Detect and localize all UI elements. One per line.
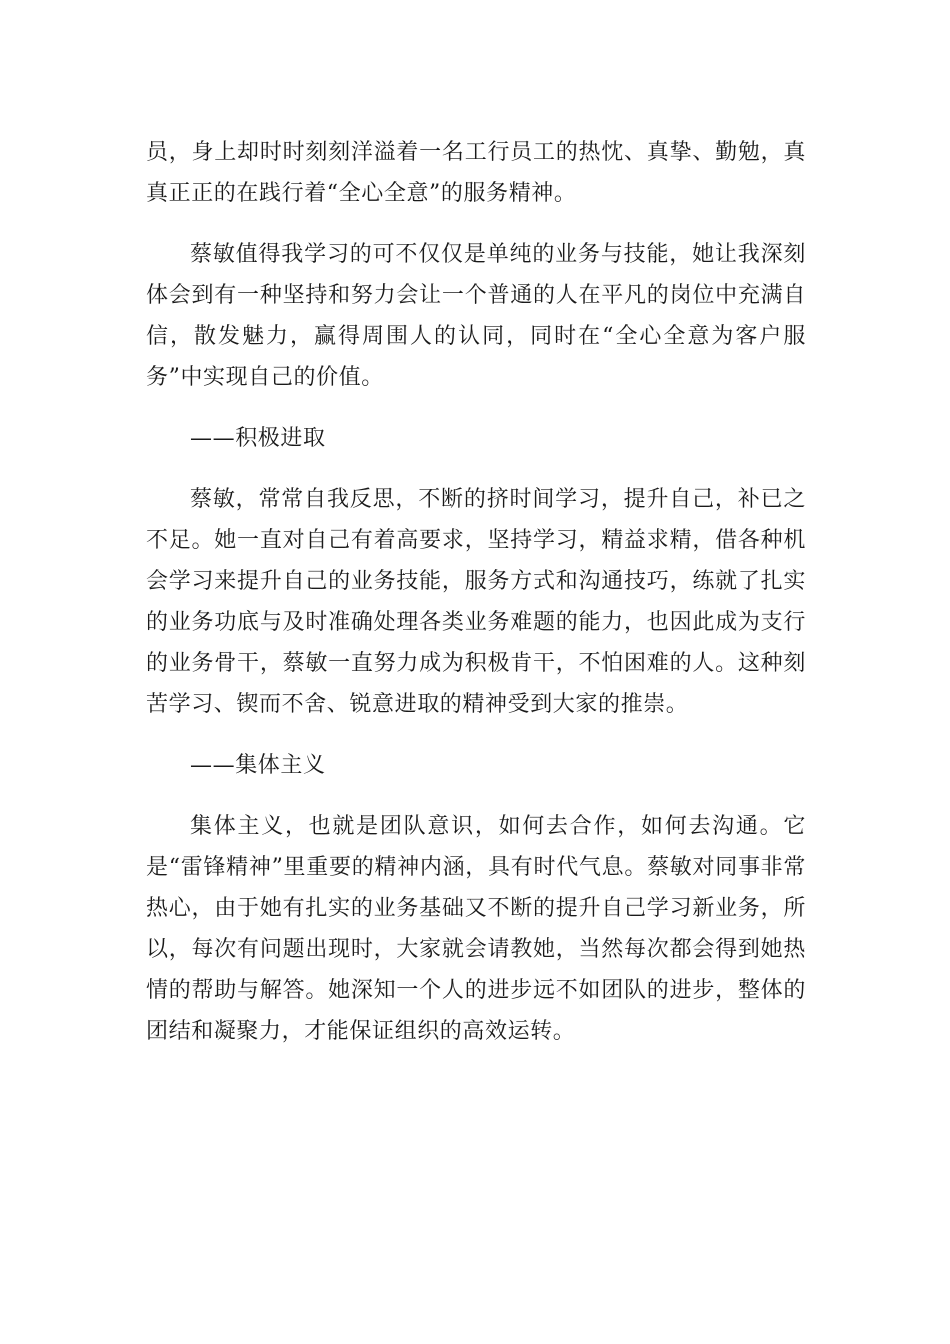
section-heading-collectivism: ——集体主义 [190,753,326,778]
paragraph-proactive: 蔡敏，常常自我反思，不断的挤时间学习，提升自己，补已之不足。她一直对自己有着高要求，坚持学习，精益求精，借各种机会学习来提升自己的业务技能，服务方式和沟通技巧，练就了扎实的业务功底与及时准确处理各类业务难题的能力，也因此成为支行的业务骨干，蔡敏一直努力成为积极肯干，不怕困难的人。这种刻苦学习、锲而不舍、锐意进取的精神受到大家的推崇。 [146,487,806,717]
paragraph-learning: 蔡敏值得我学习的可不仅仅是单纯的业务与技能，她让我深刻体会到有一种坚持和努力会让一个普通的人在平凡的岗位中充满自信，散发魅力，赢得周围人的认同，同时在“全心全意为客户服务”中实现自己的价值。 [146,242,806,390]
paragraph-continuation: 员，身上却时时刻刻洋溢着一名工行员工的热忱、真挚、勤勉，真真正正的在践行着“全心全意”的服务精神。 [146,140,806,206]
document-body [146,132,806,1072]
section-heading-proactive: ——积极进取 [190,426,326,451]
paragraph-collectivism: 集体主义，也就是团队意识，如何去合作，如何去沟通。它是“雷锋精神”里重要的精神内涵，具有时代气息。蔡敏对同事非常热心，由于她有扎实的业务基础又不断的提升自己学习新业务，所以，每次有问题出现时，大家就会请教她，当然每次都会得到她热情的帮助与解答。她深知一个人的进步远不如团队的进步，整体的团结和凝聚力，才能保证组织的高效运转。 [146,814,806,1044]
